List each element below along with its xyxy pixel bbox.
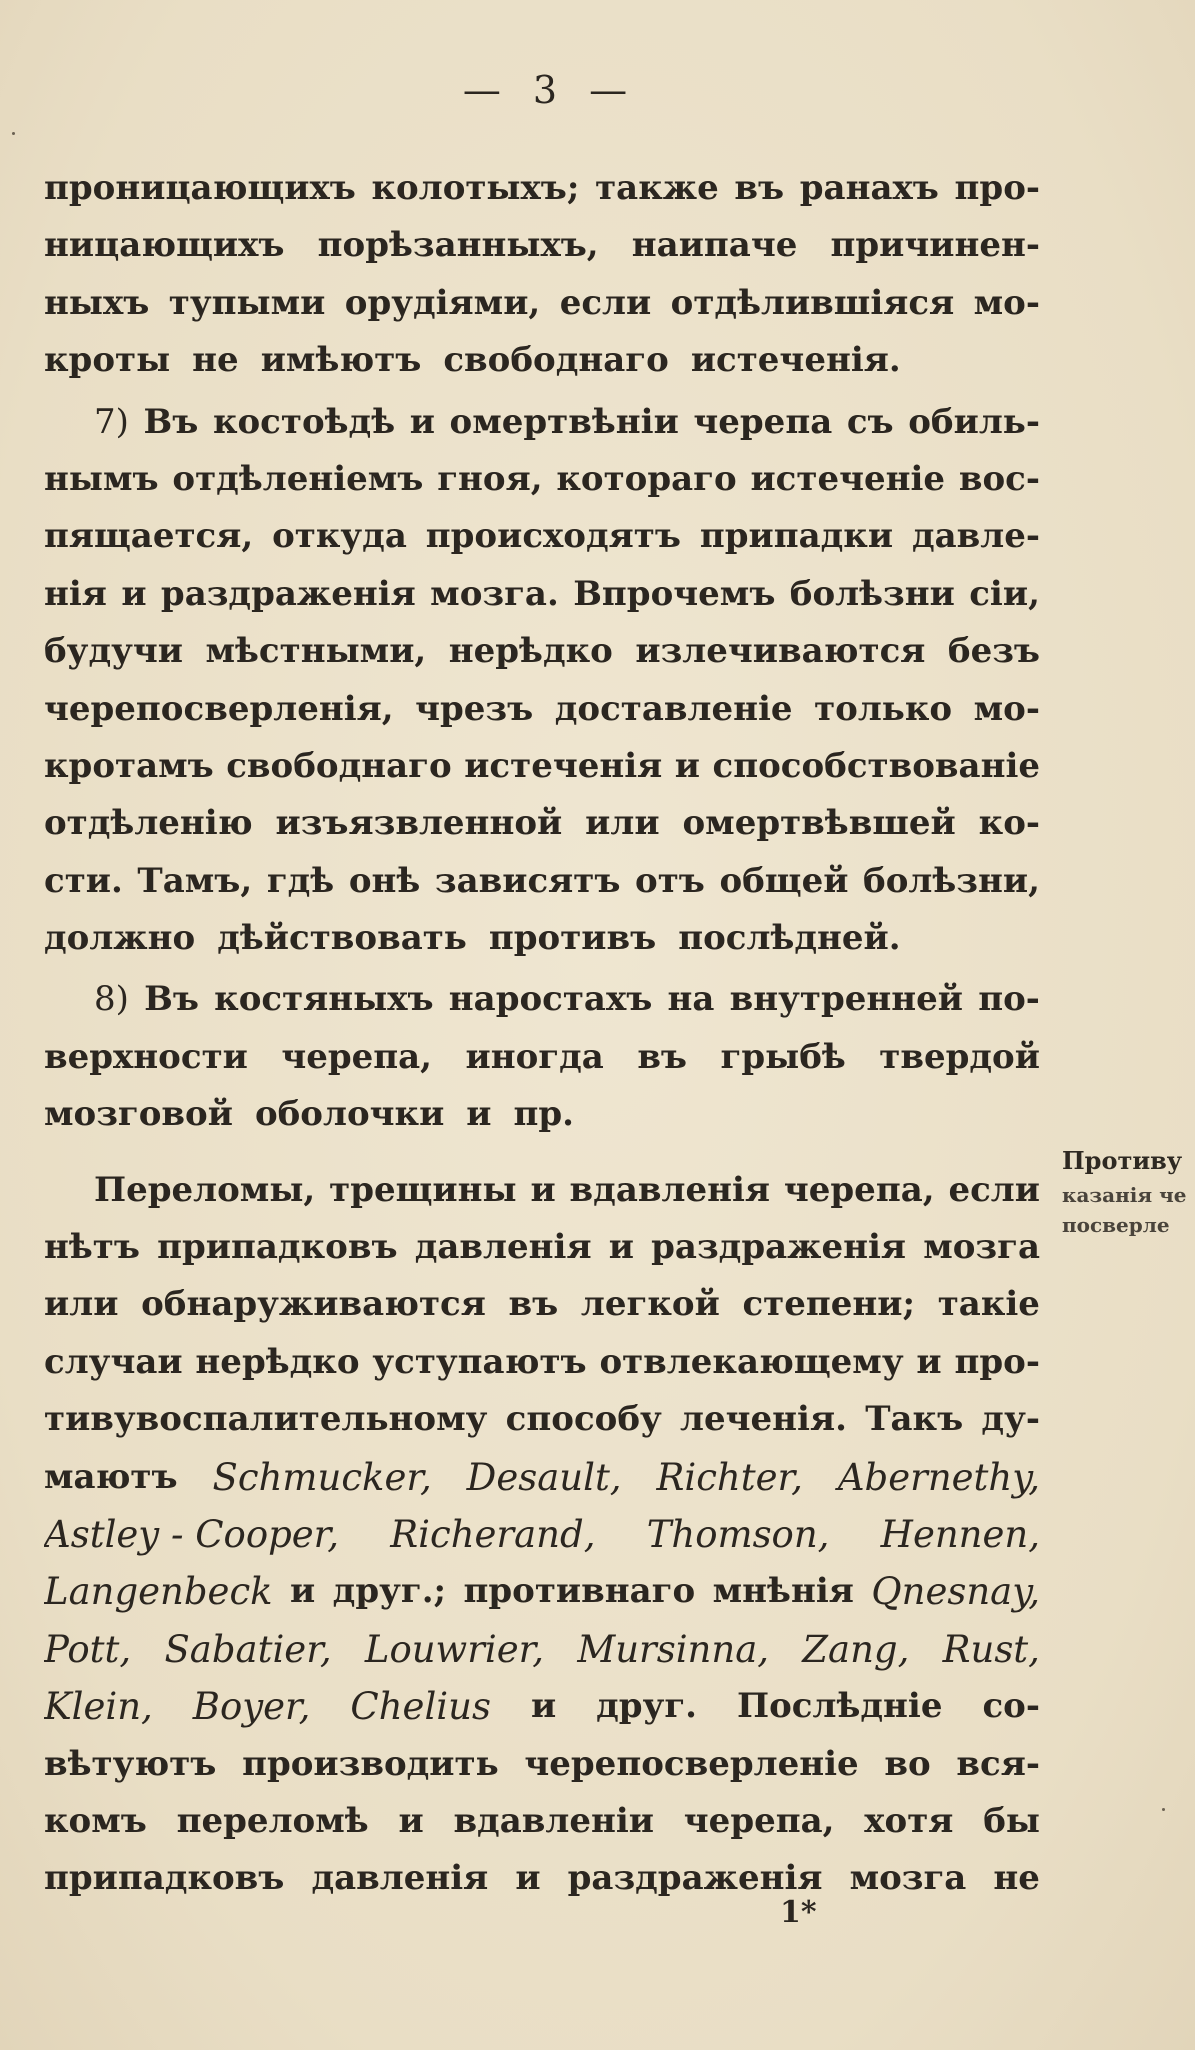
text-line: кроты не имѣютъ свободнаго истеченія.	[44, 340, 901, 381]
text-line: проницающихъ колотыхъ; также въ ранахъ про-	[44, 168, 1040, 208]
text-line: случаи нерѣдко уступаютъ отвлекающему и про-	[44, 1341, 1040, 1382]
paper-speck	[12, 132, 15, 135]
text-line: верхности черепа, иногда въ грыбѣ твердой	[44, 1036, 1040, 1077]
paper-speck	[1162, 1808, 1165, 1811]
paragraph-gap	[44, 1144, 1040, 1162]
text-line: нѣтъ припадковъ давленія и раздраженія мозга	[44, 1227, 1040, 1268]
text-line: ныхъ тупыми орудіями, если отдѣлившіяся мо-	[44, 282, 1040, 323]
page-number: — 3 —	[462, 68, 638, 112]
text-line: сти. Тамъ, гдѣ онѣ зависятъ отъ общей болѣзни,	[44, 860, 1040, 901]
margin-note-line-2: казанія че	[1062, 1183, 1187, 1207]
text-line: комъ переломѣ и вдавленіи черепа, хотя бы	[44, 1800, 1040, 1841]
margin-note	[1062, 1142, 1195, 1240]
text-line: Переломы, трещины и вдавленія черепа, если	[94, 1169, 1040, 1210]
signature-mark: 1*	[780, 1895, 817, 1930]
body-text	[44, 160, 1040, 1908]
text-line: тивувоспалительному способу леченія. Такъ ду-	[44, 1399, 1040, 1440]
text-line: отдѣленію изъязвленной или омертвѣвшей ко-	[44, 803, 1040, 844]
text-line: Pott, Sabatier, Louwrier, Mursinna, Zang, Rust,	[44, 1627, 1040, 1671]
text-line: Klein, Boyer, Chelius и друг. Послѣдніе со-	[44, 1685, 1040, 1729]
text-line: нымъ отдѣленіемъ гноя, котораго истеченіе вос-	[44, 458, 1040, 499]
text-line: нія и раздраженія мозга. Впрочемъ болѣзни сіи,	[44, 573, 1040, 614]
text-line: будучи мѣстными, нерѣдко излечиваются безъ	[44, 631, 1040, 672]
text-line: Langenbeck и друг.; противнаго мнѣнія Qnesnay,	[44, 1570, 1040, 1614]
margin-note-line-1: Противу	[1062, 1146, 1183, 1175]
text-line: ницающихъ порѣзанныхъ, наипаче причинен-	[44, 225, 1040, 266]
text-line: должно дѣйствовать противъ послѣдней.	[44, 918, 901, 959]
text-line: маютъ Schmucker, Desault, Richter, Abernethy,	[44, 1455, 1040, 1499]
text-line: 8) Въ костяныхъ наростахъ на внутренней по-	[94, 979, 1040, 1020]
text-line: припадковъ давленія и раздраженія мозга не	[44, 1858, 1040, 1899]
margin-note-line-3: посверле	[1062, 1213, 1170, 1237]
text-line: пящается, откуда происходятъ припадки давле-	[44, 516, 1040, 557]
text-line: черепосверленія, чрезъ доставленіе только мо-	[44, 688, 1040, 729]
text-line: Astley - Cooper, Richerand, Thomson, Hennen,	[44, 1512, 1040, 1556]
text-line: кротамъ свободнаго истеченія и способствованіе	[44, 745, 1040, 786]
text-line: мозговой оболочки и пр.	[44, 1094, 575, 1135]
text-line: 7) Въ костоѣдѣ и омертвѣніи черепа съ обиль-	[94, 401, 1040, 442]
text-line: вѣтуютъ производить черепосверленіе во вся-	[44, 1743, 1040, 1784]
text-line: или обнаруживаются въ легкой степени; такіе	[44, 1284, 1040, 1325]
